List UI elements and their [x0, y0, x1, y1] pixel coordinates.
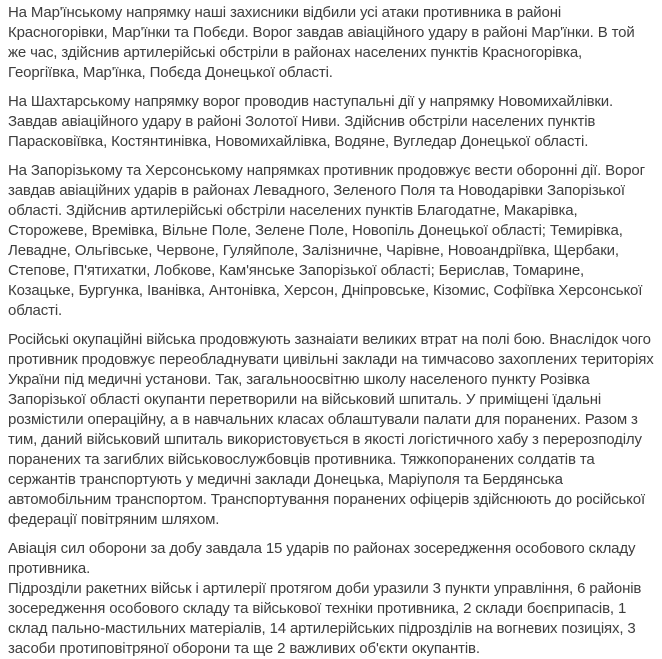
paragraph-zaporizhzhia-kherson-direction: На Запорізькому та Херсонському напрямках противник продовжує вести оборонні дії. Ворог завдав авіаційних ударів в районах Левадного, Зеленого Поля та Новодарівки Запорізької області. Здійснив артилерійські обстріли населених пунктів Благодатне, Макарівка, Сторожеве, Времівка, Вільне Поле, Зелене Поле, Новопіль Донецької області; Темирівка, Левадне, Ольгівське, Червоне, Гуляйполе, Залізничне, Чарівне, Новоандріївка, Щербаки, Степове, П'ятихатки, Лобкове, Кам'янське Запорізької області; Берислав, Томарине, Козацьке, Бургунка, Іванівка, Антонівка, Херсон, Дніпровське, Кізомис, Софіївка Херсонської області. — [8, 162, 645, 319]
paragraph-marinka-direction: На Мар'їнському напрямку наші захисники відбили усі атаки противника в районі Красногорівки, Мар'їнки та Побєди. Ворог завдав авіаційного удару в районі Мар'їнки. В той же час, здійснив артилерійські обстріли в районах населених пунктів Красногорівка, Георгіївка, Мар'їнка, Побєда Донецької області. — [8, 4, 635, 81]
paragraph-aviation-strikes: Авіація сил оборони за добу завдала 15 ударів по районах зосередження особового складу противника. — [8, 540, 636, 577]
paragraph-missile-artillery-strikes: Підрозділи ракетних військ і артилерії протягом доби уразили 3 пункти управління, 6 районів зосередження особового складу та військової техніки противника, 2 склади боєприпасів, 1 склад пально-мастильних матеріалів, 14 артилерійських підрозділів на вогневих позиціях, 3 засоби протиповітряної оборони та ще 2 важливих об'єкти окупантів. — [8, 580, 642, 657]
paragraph-shakhtarske-direction: На Шахтарському напрямку ворог проводив наступальні дії у напрямку Новомихайлівки. Завдав авіаційного удару в районі Золотої Ниви. Здійснив обстріли населених пунктів Парасковіївка, Костянтинівка, Новомихайлівка, Водяне, Вугледар Донецької області. — [8, 93, 614, 150]
paragraph-hospital-conversion: Російські окупаційні війська продовжують зазнаіати великих втрат на полі бою. Внаслідок чого противник продовжує переобладнувати цивільні заклади на тимчасово захоплених територіях України під медичні установи. Так, загальноосвітню школу населеного пункту Розівка Запорізької області окупанти перетворили на військовий шпиталь. У приміщені їдальні розмістили операційну, а в навчальних класах облаштували палати для поранених. Разом з тим, даний військовий шпиталь використовується в якості логістичного хабу з перерозподілу поранених та загиблих військовослужбовців противника. Тяжкопоранених солдатів та сержантів транспортують у медичні заклади Донецька, Маріуполя та Бердянська автомобільним транспортом. Транспортування поранених офіцерів здійснюють до російської федерації повітряним шляхом. — [8, 331, 654, 528]
